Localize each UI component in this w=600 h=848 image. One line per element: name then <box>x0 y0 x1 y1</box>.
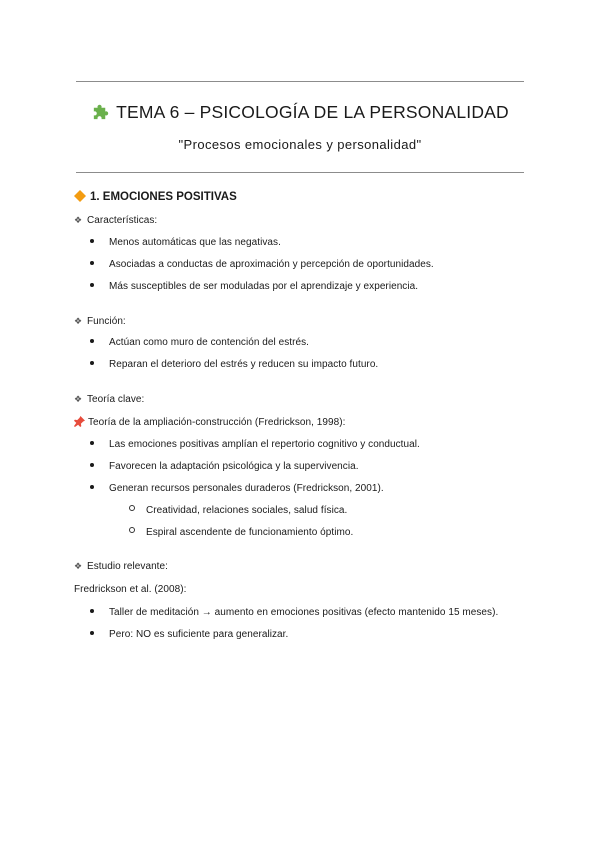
sub-list-item: Creatividad, relaciones sociales, salud física. <box>129 505 347 516</box>
section-heading <box>74 190 237 205</box>
funcion-label: ❖ Función: <box>74 316 126 327</box>
bullet-icon <box>90 239 94 243</box>
hollow-bullet-icon <box>129 505 135 511</box>
four-diamond-bullet-icon: ❖ <box>74 394 83 404</box>
four-diamond-bullet-icon: ❖ <box>74 561 83 571</box>
list-item: Generan recursos personales duraderos (Fredrickson, 2001). <box>90 483 384 494</box>
list-item: Pero: NO es suficiente para generalizar. <box>90 629 288 640</box>
sub-list-item: Espiral ascendente de funcionamiento óptimo. <box>129 527 353 538</box>
bullet-icon <box>90 441 94 445</box>
list-item: Asociadas a conductas de aproximación y percepción de oportunidades. <box>90 259 434 270</box>
caracteristicas-label: ❖ Características: <box>74 215 158 226</box>
estudio-label: ❖ Estudio relevante: <box>74 561 168 572</box>
four-diamond-bullet-icon: ❖ <box>74 215 83 225</box>
bullet-icon <box>90 283 94 287</box>
four-diamond-bullet-icon: ❖ <box>74 316 83 326</box>
list-item: Más susceptibles de ser moduladas por el aprendizaje y experiencia. <box>90 281 418 292</box>
list-item: Taller de meditación → aumento en emociones positivas (efecto mantenido 15 meses). <box>90 607 498 618</box>
hollow-bullet-icon <box>129 527 135 533</box>
orange-diamond-icon <box>74 190 86 205</box>
bullet-icon <box>90 631 94 635</box>
list-item: Favorecen la adaptación psicológica y la supervivencia. <box>90 461 359 472</box>
bullet-icon <box>90 339 94 343</box>
puzzle-icon <box>91 102 110 126</box>
teoria-reference: Teoría de la ampliación-construcción (Fredrickson, 1998): <box>74 416 345 430</box>
bullet-icon <box>90 361 94 365</box>
list-item: Las emociones positivas amplían el repertorio cognitivo y conductual. <box>90 439 420 450</box>
pushpin-icon <box>74 416 85 430</box>
estudio-reference: Fredrickson et al. (2008): <box>74 584 187 595</box>
bullet-icon <box>90 463 94 467</box>
page-title <box>0 102 600 126</box>
list-item: Menos automáticas que las negativas. <box>90 237 281 248</box>
teoria-label: ❖ Teoría clave: <box>74 394 145 405</box>
bullet-icon <box>90 609 94 613</box>
top-divider <box>76 81 524 82</box>
list-item: Reparan el deterioro del estrés y reducen su impacto futuro. <box>90 359 378 370</box>
bullet-icon <box>90 485 94 489</box>
section-heading-text: 1. EMOCIONES POSITIVAS <box>90 191 237 203</box>
page-subtitle: "Procesos emocionales y personalidad" <box>178 137 422 152</box>
bullet-icon <box>90 261 94 265</box>
subtitle-divider <box>76 172 524 173</box>
list-item: Actúan como muro de contención del estrés. <box>90 337 309 348</box>
title-text: TEMA 6 – PSICOLOGÍA DE LA PERSONALIDAD <box>116 102 509 122</box>
